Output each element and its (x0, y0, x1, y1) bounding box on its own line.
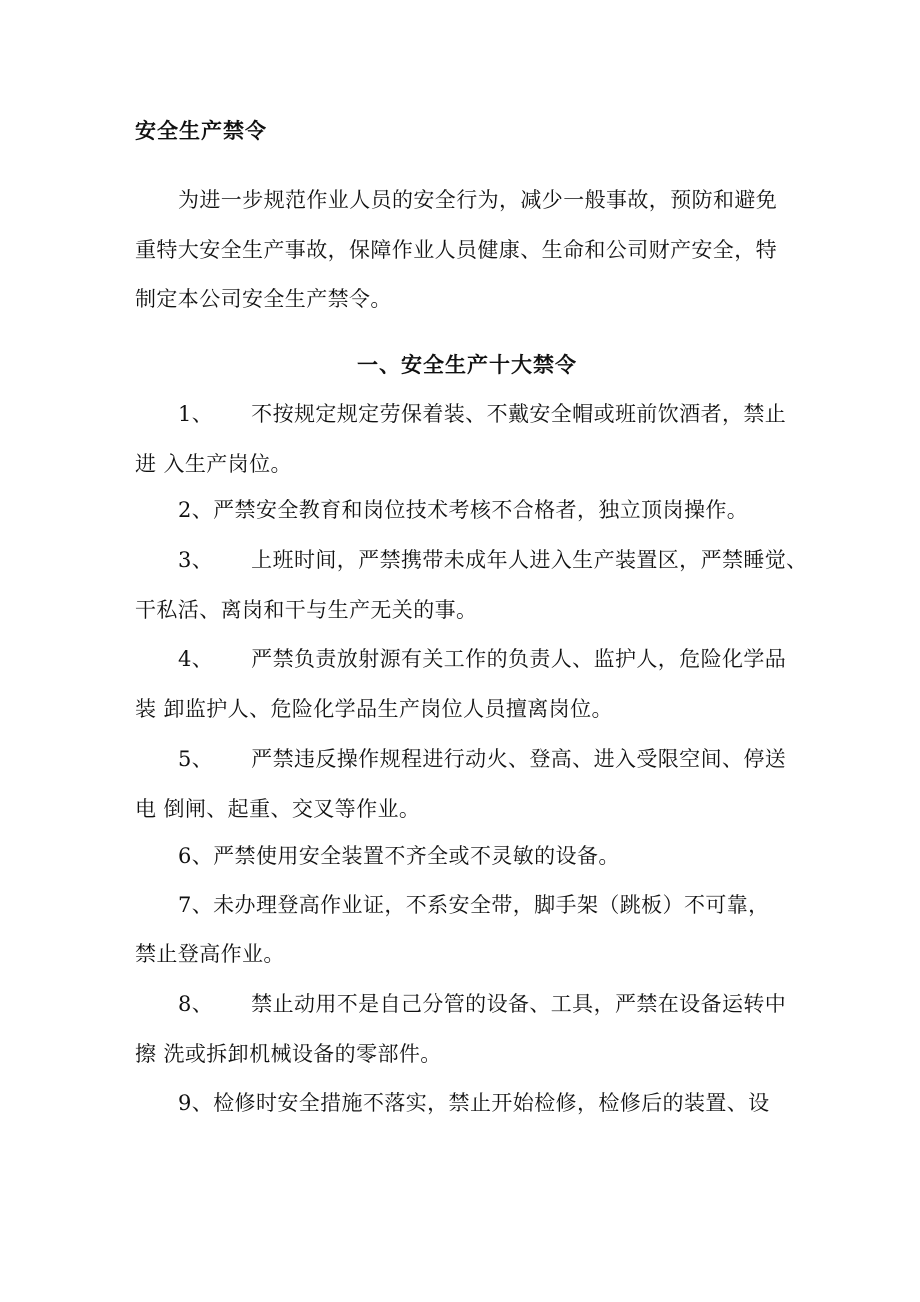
item-1-line-1 (178, 400, 786, 428)
item-7-line-2: 禁止登高作业。 (135, 942, 285, 966)
item-6-line-1: 6、严禁使用安全装置不齐全或不灵敏的设备。 (178, 844, 620, 868)
intro-line-2: 重特大安全生产事故，保障作业人员健康、生命和公司财产安全，特 (135, 238, 777, 262)
item-8-text: 禁止动用不是自己分管的设备、工具，严禁在设备运转中 (251, 992, 787, 1016)
item-5-line-1 (178, 745, 786, 773)
intro-line-3: 制定本公司安全生产禁令。 (135, 287, 392, 311)
item-4-line-1 (178, 645, 786, 673)
item-5-text: 严禁违反操作规程进行动火、登高、进入受限空间、停送 (251, 747, 787, 771)
item-4-text: 严禁负责放射源有关工作的负责人、监护人，危险化学品 (251, 647, 787, 671)
item-3-line-2: 干私活、离岗和干与生产无关的事。 (135, 598, 478, 622)
item-1-text: 不按规定规定劳保着装、不戴安全帽或班前饮酒者，禁止 (251, 402, 787, 426)
item-2-line-1: 2、严禁安全教育和岗位技术考核不合格者，独立顶岗操作。 (178, 498, 749, 522)
section-heading: 一、安全生产十大禁令 (357, 352, 577, 377)
item-1-number: 1、 (178, 402, 214, 426)
item-5-number: 5、 (178, 747, 214, 771)
item-1-line-2: 进 入生产岗位。 (135, 452, 292, 476)
item-9-line-1: 9、检修时安全措施不落实，禁止开始检修，检修后的装置、设 (178, 1091, 770, 1115)
intro-line-1: 为进一步规范作业人员的安全行为，减少一般事故，预防和避免 (178, 188, 778, 212)
item-8-number: 8、 (178, 992, 214, 1016)
item-3-number: 3、 (178, 548, 214, 572)
item-5-line-2: 电 倒闸、起重、交叉等作业。 (135, 797, 421, 821)
item-3-text: 上班时间，严禁携带未成年人进入生产装置区，严禁睡觉、 (251, 548, 808, 572)
item-3-line-1 (178, 546, 808, 574)
item-8-line-2: 擦 洗或拆卸机械设备的零部件。 (135, 1042, 442, 1066)
item-8-line-1 (178, 990, 786, 1018)
item-4-number: 4、 (178, 647, 214, 671)
item-4-line-2: 装 卸监护人、危险化学品生产岗位人员擅离岗位。 (135, 697, 613, 721)
document-title: 安全生产禁令 (135, 118, 267, 143)
item-7-line-1: 7、未办理登高作业证，不系安全带，脚手架（跳板）不可靠， (178, 893, 770, 917)
